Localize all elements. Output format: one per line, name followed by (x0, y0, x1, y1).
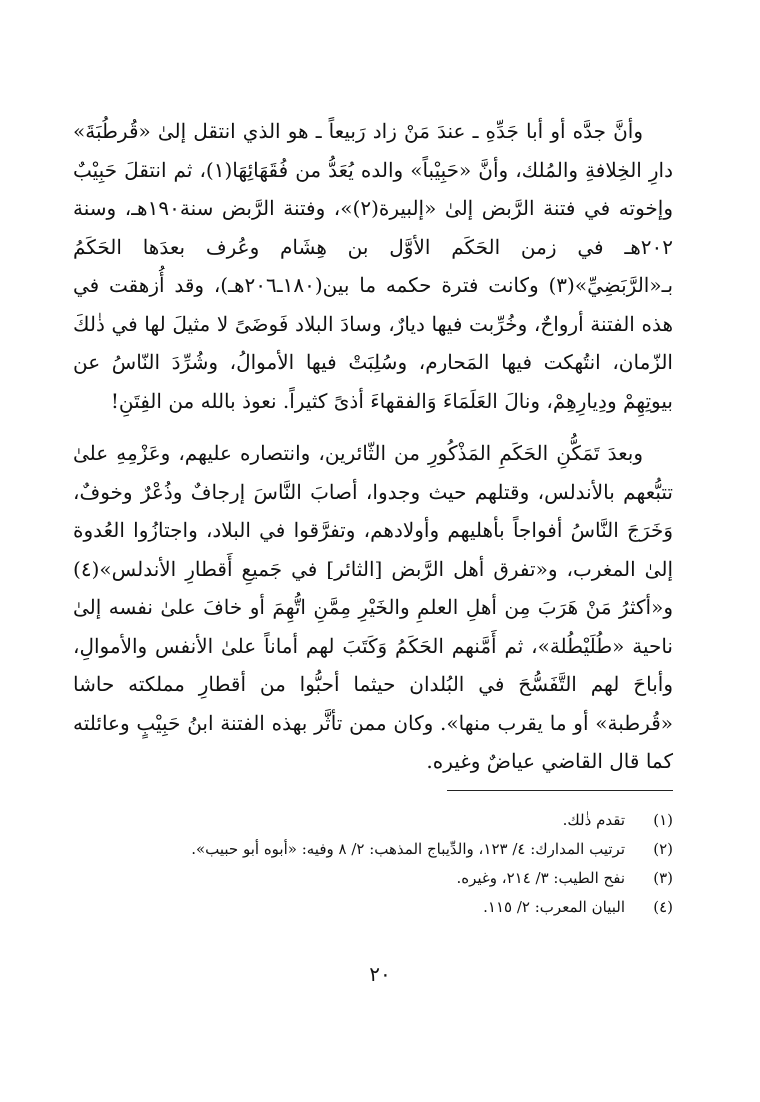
footnote-2 (73, 835, 673, 864)
paragraph-text: وأنَّ جدَّه أو أبا جَدِّهِ ـ عندَ مَنْ زاد رَبيعاً ـ هو الذي انتقل إلىٰ «قُرطُبَةَ» دارِ الخِلافةِ والمُلك، وأنَّ «حَبِيْباً» والده يُعَدُّ من فُقَهَائِهَا(١)، ثم انتقلَ حَبِيْبٌ وإخوته في فتنة الرَّبض إلىٰ «إلبيرة(٢)»، وفتنة الرَّبض سنة١٩٠هـ، وسنة ٢٠٢هـ في زمن الحَكَم الأوَّل بن هِشَام وعُرف بعدَها الحَكَمُ بـ«الرَّبَضِيِّ»(٣) وكانت فترة حكمه ما بين(١٨٠ـ٢٠٦هـ)، وقد أُزهقت في هذه الفتنة أرواحٌ، وخُرِّبت فيها ديارٌ، وسادَ البلاد فَوضَىً لا مثيلَ لها في ذٰلكَ الزّمان، انتُهكت فيها المَحارم، وسُلِبَتْ فيها الأموالُ، وشُرِّدَ النّاسُ عن بيوتِهِمْ ودِيارِهِمْ، ونالَ العَلَمَاءَ وَالفقهاءَ أذىً كثيراً. نعوذ بالله من الفِتَنِ! (73, 119, 674, 413)
footnote-number: (٤) (653, 898, 673, 916)
footnote-text: ترتيب المدارك: ٤/ ١٢٣، والدِّيباج المذهب: ٢/ ٨ وفيه: «أبوه أبو حبيب». (191, 840, 625, 858)
footnotes (73, 806, 673, 922)
footnote-1 (73, 806, 673, 835)
footnote-number: (١) (653, 811, 673, 829)
footnote-text: نفح الطيب: ٣/ ٢١٤، وغيره. (456, 869, 625, 887)
footnote-number: (٢) (653, 840, 673, 858)
footnote-text: البيان المعرب: ٢/ ١١٥. (483, 898, 625, 916)
footnote-number: (٣) (653, 869, 673, 887)
footnote-3 (73, 864, 673, 893)
page-number: ٢٠ (369, 962, 391, 986)
paragraph-text: وبعدَ تَمَكُّنِ الحَكَمِ المَذْكُورِ من الثّائرين، وانتصاره عليهم، وعَزْمِهِ علىٰ تتبُّعهم بالأندلس، وقتلهم حيث وجدوا، أصابَ النَّاسَ إرجافٌ وذُعْرٌ وخوفٌ، وَخَرَجَ النَّاسُ أفواجاً بأهليهم وأولادهم، وتفرَّقوا في البلاد، واجتازُوا العُدوة إلىٰ المغرب، و«تفرق أهل الرَّبض [الثائر] في جَميعِ أَقطارِ الأندلس»(٤) و«أكثرُ مَنْ هَرَبَ مِن أهلِ العلمِ والخَيْرِ مِمَّنِ اتُّهِمَ أو خافَ علىٰ نفسه إلىٰ ناحية «طُلَيْطُلة»، ثم أَمَّنهم الحَكَمُ وَكَتَبَ لهم أماناً علىٰ الأنفس والأموالِ، وأباحَ لهم التَّفَسُّحَ في البُلدان حيثما أحبُّوا من أقطارِ مملكته حاشا «قُرطبة» أو ما يقرب منها». وكان ممن تأثَّر بهذه الفتنة ابنُ حَبِيْبٍ وعائلته كما قال القاضي عياضٌ وغيره. (73, 441, 673, 773)
body-paragraph-1 (73, 112, 673, 420)
footnote-4 (73, 893, 673, 922)
footnote-separator (447, 790, 673, 791)
body-paragraph-2 (73, 434, 673, 781)
footnote-text: تقدم ذٰلك. (562, 811, 625, 829)
